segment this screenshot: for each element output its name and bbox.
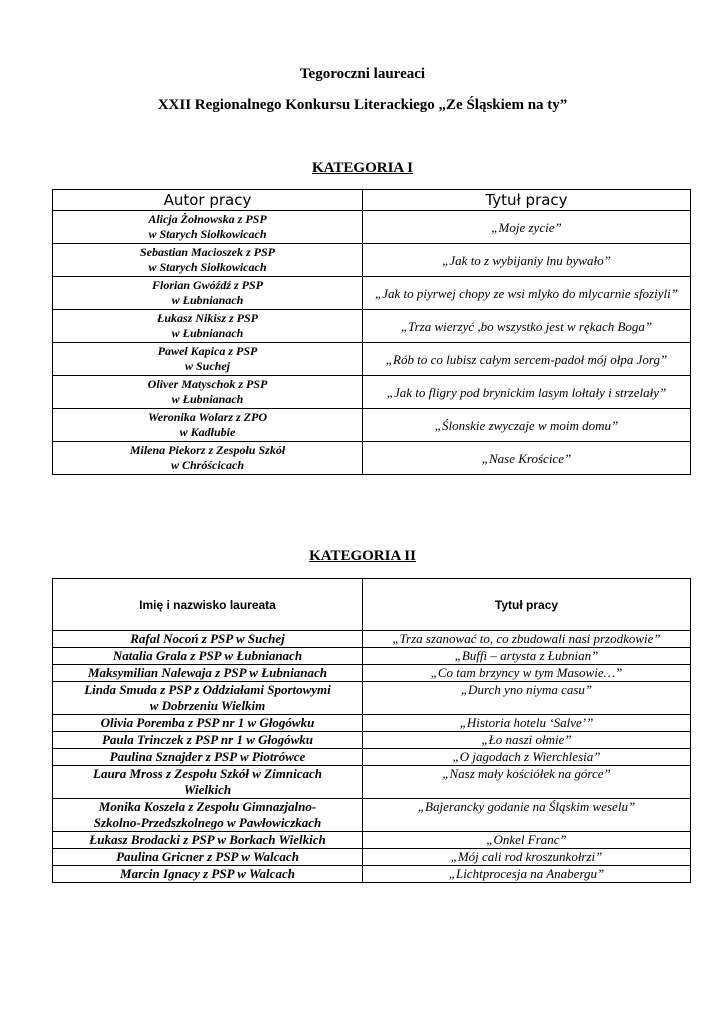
laureate-author [53, 766, 363, 799]
author-line-1: Olivia Poremba z PSP nr 1 w Głogówku [100, 715, 315, 730]
table-row [53, 715, 691, 732]
author-line-2: w Łubnianach [171, 326, 244, 340]
author-line-1: Florian Gwóźdź z PSP [151, 278, 264, 292]
work-title: „Jak to piyrwej chopy ze wsi mlyko do mlycarnie sfoziyli” [363, 277, 691, 310]
table-row [53, 631, 691, 648]
table-header-row [53, 190, 691, 211]
author-line-2: w Starych Siołkowicach [148, 260, 267, 274]
author-line-1: Alicja Żołnowska z PSP [148, 212, 267, 226]
table-row [53, 832, 691, 849]
table-row [53, 682, 691, 715]
laureate-author [53, 631, 363, 648]
work-title: „Lichtprocesja na Anabergu” [363, 866, 691, 883]
table-row [53, 244, 691, 277]
table-row [53, 343, 691, 376]
laureate-author [53, 866, 363, 883]
table-row [53, 442, 691, 475]
laureate-author [53, 799, 363, 832]
table-row [53, 211, 691, 244]
table-row [53, 277, 691, 310]
author-line-1: Paulina Gricner z PSP w Walcach [116, 849, 299, 864]
author-line-2: w Łubnianach [171, 392, 244, 406]
work-title: „Rób to co lubisz całym sercem-padoł mój ołpa Jorg” [363, 343, 691, 376]
table-row [53, 409, 691, 442]
table-row [53, 376, 691, 409]
author-line-2: w Kadłubie [179, 425, 236, 439]
author-line-1: Łukasz Brodacki z PSP w Borkach Wielkich [89, 832, 326, 847]
laureate-author [53, 832, 363, 849]
work-title: „Nase Krościce” [363, 442, 691, 475]
author-line-1: Paula Trinczek z PSP nr 1 w Głogówku [101, 732, 314, 747]
laureate-author [53, 732, 363, 749]
author-line-1: Sebastian Macioszek z PSP [139, 245, 275, 259]
work-title: „Mój cali rod kroszunkołrzi” [363, 849, 691, 866]
laureate-author [53, 648, 363, 665]
work-title: „Moje zycie” [363, 211, 691, 244]
author-line-2: w Suchej [184, 359, 230, 373]
work-title: „Buffi – artysta z Łubnian” [363, 648, 691, 665]
author-line-1: Weronika Wolarz z ZPO [147, 410, 267, 424]
work-title: „Jak to fligry pod brynickim lasym lołtały i strzelały” [363, 376, 691, 409]
work-title: „Onkel Franc” [363, 832, 691, 849]
work-title: „Trza szanować to, co zbudowali nasi przodkowie” [363, 631, 691, 648]
author-line-2: w Starych Siołkowicach [148, 227, 267, 241]
laureate-author [53, 665, 363, 682]
category-1-heading: KATEGORIA I [312, 160, 413, 176]
author-line-2: w Chróścicach [170, 458, 244, 472]
column-header-title: Tytuł pracy [363, 190, 691, 211]
table-row [53, 648, 691, 665]
laureate-author [53, 376, 363, 409]
author-line-1: Paulina Sznajder z PSP w Piotrówce [109, 749, 306, 764]
author-line-1: Monika Koszela z Zespołu Gimnazjalno- [98, 799, 317, 814]
author-line-1: Linda Smuda z PSP z Oddziałami Sportowymi [84, 682, 331, 697]
author-line-1: Łukasz Nikisz z PSP [156, 311, 259, 325]
heading-line-1: Tegoroczni laureaci [299, 66, 426, 82]
table-row [53, 732, 691, 749]
work-title: „Bajerancky godanie na Śląskim weselu” [363, 799, 691, 832]
table-header-row [53, 579, 691, 631]
laureate-author [53, 442, 363, 475]
laureate-author [53, 244, 363, 277]
author-line-2: w Łubnianach [171, 293, 244, 307]
laureate-author [53, 715, 363, 732]
category-1-table [52, 189, 691, 475]
author-line-1: Natalia Grala z PSP w Łubnianach [112, 648, 303, 663]
author-line-1: Milena Piekorz z Zespołu Szkół [129, 443, 286, 457]
laureate-author [53, 749, 363, 766]
author-line-2: w Dobrzeniu Wielkim [149, 698, 266, 713]
category-2-table [52, 578, 691, 883]
work-title: „Ło naszi ołmie” [363, 732, 691, 749]
author-line-2: Wielkich [183, 782, 232, 797]
column-header-title: Tytuł pracy [363, 579, 691, 631]
laureate-author [53, 849, 363, 866]
author-line-1: Laura Mross z Zespołu Szkół w Zimnicach [93, 766, 322, 781]
table-row [53, 310, 691, 343]
table-row [53, 766, 691, 799]
laureate-author [53, 310, 363, 343]
column-header-author: Autor pracy [53, 190, 363, 211]
laureate-author [53, 211, 363, 244]
author-line-1: Marcin Ignacy z PSP w Walcach [120, 866, 295, 881]
author-line-1: Oliver Matyschok z PSP [147, 377, 268, 391]
table-row [53, 866, 691, 883]
table-row [53, 849, 691, 866]
work-title: „O jagodach z Wierchlesia” [363, 749, 691, 766]
laureate-author [53, 343, 363, 376]
work-title: „Nasz mały kościółek na górce” [363, 766, 691, 799]
table-row [53, 665, 691, 682]
work-title: „Trza wierzyć ,bo wszystko jest w rękach Boga” [363, 310, 691, 343]
category-2-heading: KATEGORIA II [309, 548, 416, 564]
table-row [53, 749, 691, 766]
work-title: „Historia hotelu ‘Salve’” [363, 715, 691, 732]
work-title: „Jak to z wybijaniy lnu bywało” [363, 244, 691, 277]
work-title: „Durch yno niyma casu” [363, 682, 691, 715]
author-line-1: Maksymilian Nalewaja z PSP w Łubnianach [88, 665, 327, 680]
laureate-author [53, 682, 363, 715]
table-row [53, 799, 691, 832]
author-line-1: Rafal Nocoń z PSP w Suchej [130, 631, 285, 646]
author-line-2: Szkolno-Przedszkolnego w Pawłowiczkach [93, 815, 322, 830]
laureate-author [53, 277, 363, 310]
column-header-author: Imię i nazwisko laureata [53, 579, 363, 631]
laureate-author [53, 409, 363, 442]
work-title: „Ślonskie zwyczaje w moim domu” [363, 409, 691, 442]
heading-line-2: XXII Regionalnego Konkursu Literackiego „Ze Śląskiem na ty” [157, 97, 568, 113]
author-line-1: Paweł Kapica z PSP [157, 344, 258, 358]
work-title: „Co tam brzyncy w tym Masowie…” [363, 665, 691, 682]
